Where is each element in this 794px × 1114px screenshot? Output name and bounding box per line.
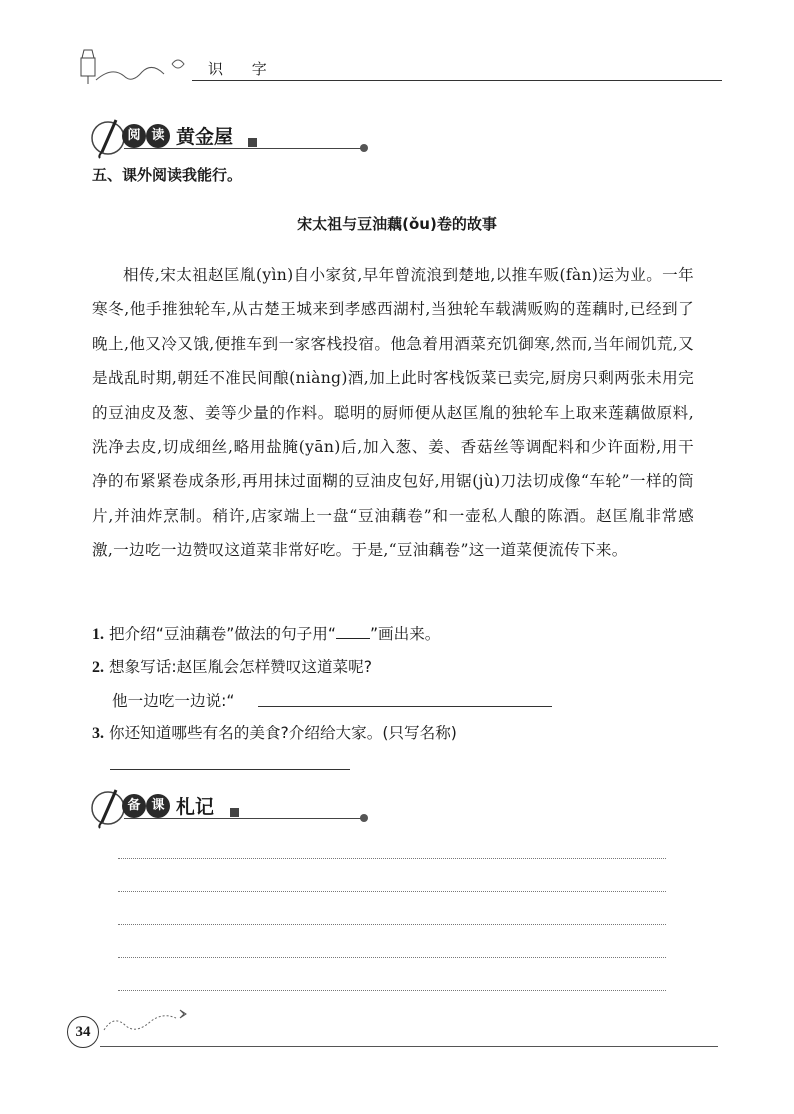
question-2 bbox=[92, 655, 372, 677]
reading-banner-title: 黄金屋 bbox=[176, 126, 234, 148]
notes-line[interactable] bbox=[118, 891, 666, 892]
notes-banner-title: 札记 bbox=[176, 796, 215, 818]
question-2-number: 2. bbox=[92, 659, 104, 676]
answer-line-q3[interactable] bbox=[110, 769, 350, 770]
question-3 bbox=[92, 721, 457, 743]
notes-banner bbox=[88, 786, 378, 830]
question-3-text: 你还知道哪些有名的美食?介绍给大家。(只写名称) bbox=[108, 724, 457, 742]
section-heading: 五、课外阅读我能行。 bbox=[92, 166, 243, 184]
header-title: 识 字 bbox=[208, 60, 279, 78]
question-1-number: 1. bbox=[92, 626, 104, 643]
notes-line[interactable] bbox=[118, 957, 666, 958]
header-decoration bbox=[72, 44, 192, 90]
question-3-number: 3. bbox=[92, 725, 104, 742]
question-1-text-before: 把介绍“豆油藕卷”做法的句子用“ bbox=[108, 625, 336, 643]
banner-rule bbox=[124, 148, 364, 149]
reading-badge bbox=[122, 124, 170, 150]
page-number: 34 bbox=[67, 1016, 99, 1048]
notes-badge bbox=[122, 794, 170, 820]
lamp-icon bbox=[72, 44, 192, 90]
notes-line[interactable] bbox=[118, 924, 666, 925]
bird-swirl-icon bbox=[100, 1000, 200, 1036]
notes-line[interactable] bbox=[118, 858, 666, 859]
question-1-text-after: ”画出来。 bbox=[369, 625, 441, 643]
question-2-text: 想象写话:赵匡胤会怎样赞叹这道菜呢? bbox=[108, 658, 372, 676]
badge-char-2: 课 bbox=[146, 794, 170, 818]
notes-line[interactable] bbox=[118, 990, 666, 991]
badge-char-1: 备 bbox=[122, 794, 146, 818]
banner-dot bbox=[360, 814, 368, 822]
underline-sample bbox=[336, 624, 370, 639]
banner-rule bbox=[124, 818, 364, 819]
banner-square bbox=[230, 808, 239, 817]
answer-line-q2[interactable] bbox=[258, 706, 552, 707]
banner-square bbox=[248, 138, 257, 147]
question-2-prompt: 他一边吃一边说:“ bbox=[112, 692, 235, 710]
story-title: 宋太祖与豆油藕(ǒu)卷的故事 bbox=[297, 215, 497, 233]
badge-char-1: 阅 bbox=[122, 124, 146, 148]
story-paragraph: 相传,宋太祖赵匡胤(yìn)自小家贫,早年曾流浪到楚地,以推车贩(fàn)运为业。一年寒冬,他手推独轮车,从古楚王城来到孝感西湖村,当独轮车载满贩购的莲藕时,已经到了晚上,他又冷又饿,便推车到一家客栈投宿。他急着用酒菜充饥御寒,然而,当年闹饥荒,又是战乱时期,朝廷不准民间酿(niàng)酒,加上此时客栈饭菜已卖完,厨房只剩两张未用完的豆油皮及葱、姜等少量的作料。聪明的厨师便从赵匡胤的独轮车上取来莲藕做原料,洗净去皮,切成细丝,略用盐腌(yān)后,加入葱、姜、香菇丝等调配料和少许面粉,用干净的布紧紧卷成条形,再用抹过面糊的豆油皮包好,用锯(jù)刀法切成像“车轮”一样的筒片,并油炸烹制。稍许,店家端上一盘“豆油藕卷”和一壶私人酿的陈酒。赵匡胤非常感激,一边吃一边赞叹这道菜非常好吃。于是,“豆油藕卷”这一道菜便流传下来。 bbox=[92, 266, 694, 560]
question-1 bbox=[92, 622, 440, 644]
header-rule bbox=[192, 80, 722, 81]
footer-rule bbox=[100, 1046, 718, 1047]
reading-banner bbox=[88, 116, 378, 160]
banner-dot bbox=[360, 144, 368, 152]
badge-char-2: 读 bbox=[146, 124, 170, 148]
